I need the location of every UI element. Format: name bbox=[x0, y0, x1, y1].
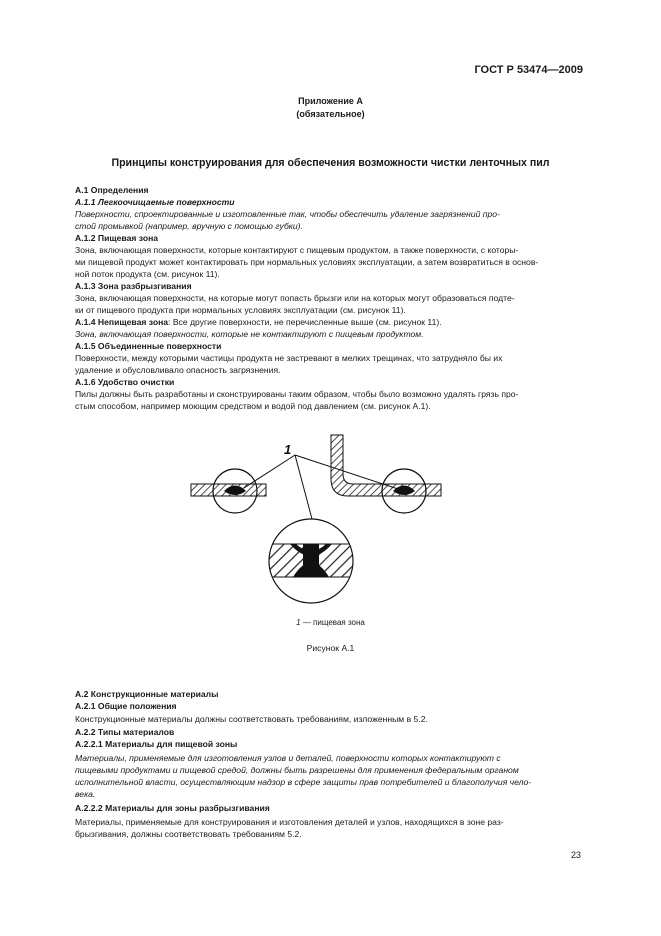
a1-2-text-line: ной поток продукта (см. рисунок 11). bbox=[75, 269, 220, 279]
a1-1-text-line: стой промывкой (например, вручную с помощью губки). bbox=[75, 221, 303, 231]
a1-2-heading: А.1.2 Пищевая зона bbox=[75, 233, 159, 243]
a1-4-line bbox=[75, 316, 584, 328]
figure-caption: Рисунок А.1 bbox=[306, 643, 355, 653]
a1-5-heading: А.1.5 Объединенные поверхности bbox=[75, 341, 222, 351]
a1-1-text-line: Поверхности, спроектированные и изготовленные так, чтобы обеспечить удаление загрязнений про- bbox=[75, 209, 500, 219]
right-joint bbox=[331, 435, 441, 513]
section-a1-heading: А.1 Определения bbox=[75, 185, 149, 195]
a2-2-1-heading: А.2.2.1 Материалы для пищевой зоны bbox=[75, 739, 238, 749]
a1-3-text-line: Зона, включающая поверхности, на которые могут попасть брызги или на которых могут образоваться подте- bbox=[75, 293, 515, 303]
a1-1-heading: А.1.1 Легкоочищаемые поверхности bbox=[75, 197, 235, 207]
section-a2 bbox=[75, 688, 584, 840]
figure-legend bbox=[0, 617, 661, 629]
appendix-status: (обязательное) bbox=[296, 109, 365, 119]
detail-magnified bbox=[265, 519, 357, 603]
section-a1 bbox=[75, 184, 584, 412]
left-joint bbox=[191, 469, 266, 513]
section-a2-heading: А.2 Конструкционные материалы bbox=[75, 689, 219, 699]
a1-4-heading: А.1.4 Непищевая зона bbox=[75, 317, 169, 327]
a2-1-text: Конструкционные материалы должны соответствовать требованиям, изложенным в 5.2. bbox=[75, 714, 428, 724]
a2-2-heading: А.2.2 Типы материалов bbox=[75, 727, 175, 737]
a2-2-2-text-line: Материалы, применяемые для конструирования и изготовления деталей и узлов, находящихся в зоне раз- bbox=[75, 817, 504, 827]
a1-6-heading: А.1.6 Удобство очистки bbox=[75, 377, 175, 387]
legend-number: 1 bbox=[296, 618, 301, 627]
appendix-title: Приложение А bbox=[298, 96, 363, 106]
callout-number: 1 bbox=[284, 442, 292, 457]
a1-6-text-line: стым способом, например моющим средством и водой под давлением (см. рисунок А.1). bbox=[75, 401, 431, 411]
a2-2-2-text-line: брызгивания, должны соответствовать требованиям 5.2. bbox=[75, 829, 302, 839]
a2-1-heading: А.2.1 Общие положения bbox=[75, 701, 177, 711]
a2-2-1-text-line: исполнительной власти, осуществляющим надзор в сфере защиты прав потребителей и благополучия чело- bbox=[75, 777, 532, 787]
page-number: 23 bbox=[570, 850, 581, 860]
a1-4-text-line: Зона, включающая поверхности, которые не контактируют с пищевым продуктом. bbox=[75, 329, 424, 339]
standard-number: ГОСТ Р 53474—2009 bbox=[474, 64, 583, 76]
page-title: Принципы конструирования для обеспечения возможности чистки ленточных пил bbox=[111, 157, 550, 169]
a2-2-2-heading: А.2.2.2 Материалы для зоны разбрызгивания bbox=[75, 803, 270, 813]
a1-2-text-line: Зона, включающая поверхности, которые контактируют с пищевым продуктом, а также поверхности, с которы- bbox=[75, 245, 519, 255]
a1-3-heading: А.1.3 Зона разбрызгивания bbox=[75, 281, 192, 291]
a1-5-text-line: удаление и обусловливало опасность загрязнения. bbox=[75, 365, 281, 375]
a2-2-1-text-line: пищевыми продуктами и пищевой средой, должны быть разрешены для применения федеральным органом bbox=[75, 765, 519, 775]
a2-2-1-text-line: века. bbox=[75, 789, 96, 799]
a1-5-text-line: Поверхности, между которыми частицы продукта не застревают в мелких трещинах, что затрудняло бы их bbox=[75, 353, 503, 363]
figure-a1-drawing bbox=[0, 420, 661, 630]
legend-text: — пищевая зона bbox=[300, 618, 365, 627]
a1-4-text: : Все другие поверхности, не перечисленные выше (см. рисунок 11). bbox=[168, 317, 442, 327]
a2-2-1-text-line: Материалы, применяемые для изготовления узлов и деталей, поверхности которых контактируют с bbox=[75, 753, 501, 763]
a1-6-text-line: Пилы должны быть разработаны и сконструированы таким образом, чтобы было возможно удалять грязь про- bbox=[75, 389, 519, 399]
a1-3-text-line: ки от пищевого продукта при нормальных условиях эксплуатации (см. рисунок 11). bbox=[75, 305, 406, 315]
a1-2-text-line: ми пищевой продукт может контактировать при нормальных условиях эксплуатации, а затем возвратиться в основ- bbox=[75, 257, 539, 267]
